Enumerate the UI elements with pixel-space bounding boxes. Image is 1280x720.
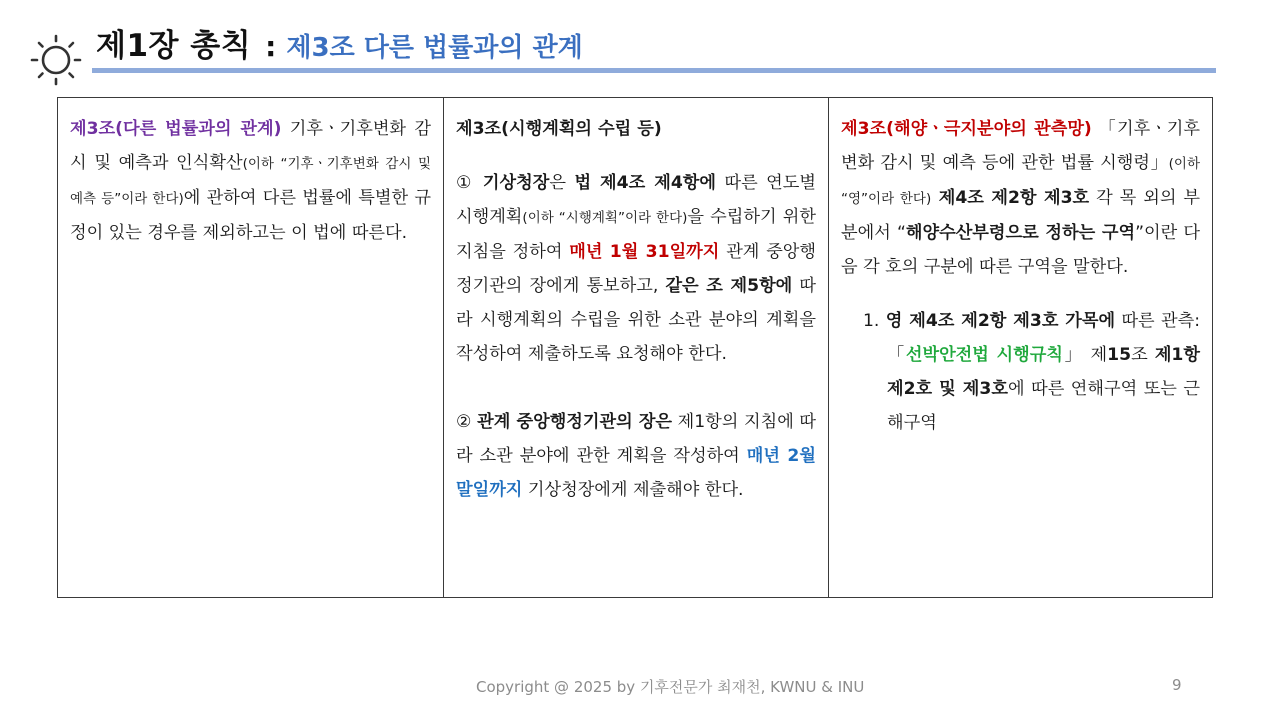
decree-column bbox=[444, 98, 829, 597]
rule-article-heading: 제3조(해양ㆍ극지분야의 관측망) bbox=[841, 119, 1092, 139]
page-title bbox=[96, 20, 583, 64]
decree-paragraph-2: ② 관계 중앙행정기관의 장은 제1항의 지침에 따라 소관 분야에 관한 계획을 작성하여 매년 2월 말일까지 기상청장에게 제출해야 한다. bbox=[456, 412, 817, 500]
chapter-title: 제1장 총칙 bbox=[96, 28, 252, 64]
copyright: Copyright @ 2025 by 기후전문가 최재천, KWNU & INU bbox=[476, 678, 865, 696]
decree-article-heading: 제3조(시행계획의 수립 등) bbox=[456, 119, 662, 139]
rule-column bbox=[829, 98, 1212, 597]
decree-paragraph-1: ① 기상청장은 법 제4조 제4항에 따른 연도별 시행계획(이하 “시행계획”이라 한다)을 수립하기 위한 지침을 정하여 매년 1월 31일까지 관계 중앙행정기관의 장에게 통보하고, 같은 조 제5항에 따라 시행계획의 수립을 위한 소관 분야의 계획을 작성하여 제출하도록 요청해야 한다. bbox=[456, 173, 817, 364]
law-article-heading: 제3조(다른 법률과의 관계) bbox=[70, 119, 282, 139]
ship-safety-rule: 선박안전법 시행규칙 bbox=[905, 345, 1063, 365]
title-colon: : bbox=[265, 30, 277, 63]
title-underline bbox=[92, 68, 1216, 73]
article-subtitle: 제3조 다른 법률과의 관계 bbox=[286, 33, 583, 63]
comparison-table bbox=[57, 97, 1213, 598]
law-article-text: 제3조(다른 법률과의 관계) 기후ㆍ기후변화 감시 및 예측과 인식확산(이하 “기후ㆍ기후변화 감시 및 예측 등”이라 한다)에 관하여 다른 법률에 특별한 규정이 있는 경우를 제외하고는 이 법에 따른다. bbox=[70, 119, 431, 243]
page-number: 9 bbox=[1172, 676, 1182, 694]
deadline-jan: 매년 1월 31일까지 bbox=[569, 242, 720, 262]
rule-item-1: 1. 영 제4조 제2항 제3호 가목에 따른 관측:「선박안전법 시행규칙」 제15조 제1항 제2호 및 제3호에 따른 연해구역 또는 근해구역 bbox=[863, 311, 1201, 433]
sun-icon bbox=[30, 34, 82, 86]
rule-article-text: 제3조(해양ㆍ극지분야의 관측망) 「기후ㆍ기후변화 감시 및 예측 등에 관한 법률 시행령」(이하 “영”이라 한다) 제4조 제2항 제3호 각 목 외의 부분에서 “해양수산부령으로 정하는 구역”이란 다음 각 호의 구분에 따른 구역을 말한다. bbox=[841, 119, 1201, 277]
law-column bbox=[58, 98, 444, 597]
deadline-feb: 매년 2월 말일까지 bbox=[456, 446, 816, 500]
